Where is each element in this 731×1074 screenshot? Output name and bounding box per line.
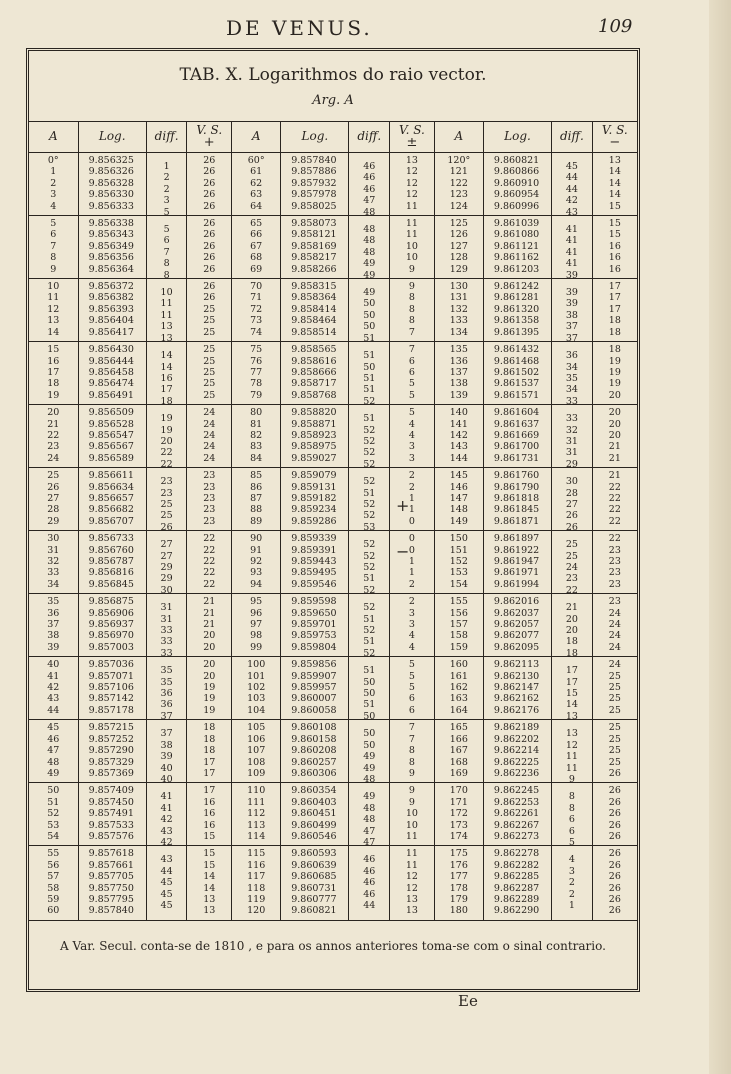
- argument-cell: 20 21 22 23 24: [29, 405, 78, 468]
- log-cell: 9.861432 9.861468 9.861502 9.861537 9.861571: [483, 342, 551, 405]
- log-cell: 9.859856 9.859907 9.859957 9.860007 9.860058: [281, 657, 349, 720]
- diff-cell: [349, 216, 390, 279]
- diff-values: 52 51 52 51 52: [363, 602, 376, 659]
- log-cell: 9.860354 9.860403 9.860451 9.860499 9.860546: [281, 783, 349, 846]
- secular-variation-cell: 26 26 26 26 26 26: [592, 846, 637, 920]
- secular-variation-cell: 5 5 5 6 6: [390, 657, 435, 720]
- secular-variation-cell: 26 26 26 26 26: [592, 783, 637, 846]
- log-cell: 9.856875 9.856906 9.856937 9.856970 9.857003: [78, 594, 146, 657]
- column-header: [390, 122, 435, 153]
- column-header-label: V. S.: [399, 123, 425, 138]
- argument-cell: 90 91 92 93 94: [232, 531, 281, 594]
- argument-cell: 125 126 127 128 129: [434, 216, 483, 279]
- diff-values: 41 41 41 41 39: [565, 224, 578, 281]
- diff-cell: [146, 720, 187, 783]
- diff-cell: [552, 342, 593, 405]
- log-cell: 9.861242 9.861281 9.861320 9.861358 9.861395: [483, 279, 551, 342]
- argument-cell: 165 166 167 168 169: [434, 720, 483, 783]
- secular-variation-cell: 11 11 10 10 9: [390, 216, 435, 279]
- secular-variation-cell: 23 23 23 23 23: [187, 468, 232, 531]
- column-header-label: Log.: [98, 129, 126, 144]
- diff-values: 4 3 2 2 1: [568, 854, 575, 911]
- column-header: [232, 122, 281, 153]
- plus-sign-mark: +: [396, 496, 410, 515]
- table-row-block: [29, 594, 637, 657]
- secular-variation-cell: 13 12 12 12 11: [390, 153, 435, 216]
- secular-variation-cell: 21 21 21 20 20: [187, 594, 232, 657]
- secular-variation-cell: 17 16 16 16 15: [187, 783, 232, 846]
- log-cell: 9.858820 9.858871 9.858923 9.858975 9.859027: [281, 405, 349, 468]
- column-header: [29, 122, 78, 153]
- page-number: 109: [598, 16, 633, 37]
- diff-cell: [349, 342, 390, 405]
- column-header: [592, 122, 637, 153]
- log-cell: 9.856430 9.856444 9.856458 9.856474 9.856491: [78, 342, 146, 405]
- argument-cell: 110 111 112 113 114: [232, 783, 281, 846]
- argument-cell: 160 161 162 163 164: [434, 657, 483, 720]
- diff-values: 25 25 24 23 22: [565, 539, 578, 596]
- diff-cell: [552, 279, 593, 342]
- argument-cell: 120° 121 122 123 124: [434, 153, 483, 216]
- diff-cell: [552, 846, 593, 920]
- table-row-block: [29, 342, 637, 405]
- secular-variation-cell: 18 19 19 19 20: [592, 342, 637, 405]
- diff-cell: [552, 594, 593, 657]
- secular-variation-cell: 5 4 4 3 3: [390, 405, 435, 468]
- log-cell: 9.858073 9.858121 9.858169 9.858217 9.858266: [281, 216, 349, 279]
- log-cell: 9.857409 9.857450 9.857491 9.857533 9.857576: [78, 783, 146, 846]
- table-row-block: [29, 657, 637, 720]
- column-header-sign: ±: [406, 134, 418, 150]
- argument-cell: 130 131 132 133 134: [434, 279, 483, 342]
- secular-variation-cell: 22 23 23 23 23: [592, 531, 637, 594]
- diff-values: 52 52 52 51 52: [363, 539, 376, 596]
- column-header: [187, 122, 232, 153]
- diff-values: 27 27 29 29 30: [160, 539, 173, 596]
- secular-variation-cell: 26 26 25 25 25: [187, 279, 232, 342]
- log-cell: 9.856509 9.856528 9.856547 9.856567 9.856589: [78, 405, 146, 468]
- diff-cell: [146, 783, 187, 846]
- secular-variation-cell: 17 17 17 18 18: [592, 279, 637, 342]
- secular-variation-cell: 7 6 6 5 5: [390, 342, 435, 405]
- log-cell: 9.862016 9.862037 9.862057 9.862077 9.862095: [483, 594, 551, 657]
- log-cell: 9.862189 9.862202 9.862214 9.862225 9.862236: [483, 720, 551, 783]
- secular-variation-cell: 2 3 3 4 4: [390, 594, 435, 657]
- secular-variation-cell: 7 7 8 8 9: [390, 720, 435, 783]
- table-caption: TAB. X. Logarithmos do raio vector.: [179, 65, 487, 85]
- log-cell: 9.857036 9.857071 9.857106 9.857142 9.857178: [78, 657, 146, 720]
- argument-cell: 95 96 97 98 99: [232, 594, 281, 657]
- argument-cell: 50 51 52 53 54: [29, 783, 78, 846]
- diff-values: 50 50 49 49 48: [363, 728, 376, 785]
- diff-values: 8 8 6 6 5: [568, 791, 575, 848]
- diff-values: 36 34 35 34 33: [565, 350, 578, 407]
- column-header-label: V. S.: [601, 123, 628, 138]
- log-cell: 9.858565 9.858616 9.858666 9.858717 9.858768: [281, 342, 349, 405]
- log-cell: 9.859598 9.859650 9.859701 9.859753 9.859804: [281, 594, 349, 657]
- diff-cell: [146, 405, 187, 468]
- diff-values: 1 2 2 3 5: [163, 161, 170, 218]
- diff-cell: [552, 783, 593, 846]
- argument-cell: 55 56 57 58 59 60: [29, 846, 78, 920]
- diff-values: 30 28 27 26 26: [565, 476, 578, 533]
- diff-values: 48 48 48 49 49: [363, 224, 376, 281]
- diff-cell: [146, 657, 187, 720]
- diff-cell: [552, 405, 593, 468]
- footnote: A Var. Secul. conta-se de 1810 , e para os annos anteriores toma-se com o sinal contrario.: [60, 939, 606, 953]
- column-header-label: Log.: [301, 129, 329, 144]
- secular-variation-cell: 22 22 22 22 22: [187, 531, 232, 594]
- secular-variation-cell: 24 24 24 24 24: [187, 405, 232, 468]
- diff-cell: [349, 468, 390, 531]
- log-cell: 9.862113 9.862130 9.862147 9.862162 9.862176: [483, 657, 551, 720]
- argument-cell: 85 86 87 88 89: [232, 468, 281, 531]
- table-frame: [26, 48, 640, 992]
- argument-cell: 15 16 17 18 19: [29, 342, 78, 405]
- log-cell: 9.857840 9.857886 9.857932 9.857978 9.858025: [281, 153, 349, 216]
- diff-values: 21 20 20 18 18: [565, 602, 578, 659]
- diff-values: 51 50 51 51 52: [363, 350, 376, 407]
- secular-variation-cell: 26 26 26 26 26: [187, 153, 232, 216]
- secular-variation-cell: 25 25 25 25 25: [187, 342, 232, 405]
- column-header-label: diff.: [154, 129, 179, 144]
- diff-cell: [552, 657, 593, 720]
- log-cell: 9.856611 9.856634 9.856657 9.856682 9.856707: [78, 468, 146, 531]
- argument-cell: 65 66 67 68 69: [232, 216, 281, 279]
- secular-variation-cell: 26 26 26 26 26: [187, 216, 232, 279]
- table-row-block: [29, 153, 637, 216]
- secular-variation-cell: 15 15 14 14 13 13: [187, 846, 232, 920]
- column-header: [483, 122, 551, 153]
- diff-cell: [552, 720, 593, 783]
- log-cell: 9.860593 9.860639 9.860685 9.860731 9.860777 9.860821: [281, 846, 349, 920]
- log-cell: 9.859079 9.859131 9.859182 9.859234 9.859286: [281, 468, 349, 531]
- argument-cell: 80 81 82 83 84: [232, 405, 281, 468]
- page-edge: [709, 0, 731, 1074]
- argument-cell: 140 141 142 143 144: [434, 405, 483, 468]
- diff-values: 39 39 38 37 37: [565, 287, 578, 344]
- diff-values: 41 41 42 43 42: [160, 791, 173, 848]
- argument-cell: 70 71 72 73 74: [232, 279, 281, 342]
- log-cell: 9.857618 9.857661 9.857705 9.857750 9.857795 9.857840: [78, 846, 146, 920]
- secular-variation-cell: 13 14 14 14 15: [592, 153, 637, 216]
- diff-values: 51 52 52 52 52: [363, 413, 376, 470]
- diff-values: 46 46 46 46 44: [363, 854, 376, 911]
- diff-values: 14 14 16 17 18: [160, 350, 173, 407]
- diff-cell: [146, 846, 187, 920]
- secular-variation-cell: 23 24 24 24 24: [592, 594, 637, 657]
- secular-variation-cell: 20 20 20 21 21: [592, 405, 637, 468]
- table-argument: Arg. A: [312, 93, 354, 108]
- argument-cell: 30 31 32 33 34: [29, 531, 78, 594]
- secular-variation-cell: 21 22 22 22 22: [592, 468, 637, 531]
- diff-cell: [146, 468, 187, 531]
- argument-cell: 100 101 102 103 104: [232, 657, 281, 720]
- diff-values: 19 19 20 22 22: [160, 413, 173, 470]
- column-header-sign: +: [203, 134, 215, 150]
- log-cell: 9.862278 9.862282 9.862285 9.862287 9.862289 9.862290: [483, 846, 551, 920]
- diff-values: 46 46 46 47 48: [363, 161, 376, 218]
- diff-values: 45 44 44 42 43: [565, 161, 578, 218]
- argument-cell: 40 41 42 43 44: [29, 657, 78, 720]
- secular-variation-cell: 18 18 18 17 17: [187, 720, 232, 783]
- log-cell: 9.856372 9.856382 9.856393 9.856404 9.856417: [78, 279, 146, 342]
- diff-cell: [349, 279, 390, 342]
- argument-cell: 5 6 7 8 9: [29, 216, 78, 279]
- log-cell: 9.856325 9.856326 9.856328 9.856330 9.856333: [78, 153, 146, 216]
- column-header: [281, 122, 349, 153]
- argument-cell: 150 151 152 153 154: [434, 531, 483, 594]
- diff-values: 52 51 52 52 53: [363, 476, 376, 533]
- column-header: [349, 122, 390, 153]
- log-cell: 9.856338 9.856343 9.856349 9.856356 9.856364: [78, 216, 146, 279]
- table-row-block: [29, 783, 637, 846]
- argument-cell: 45 46 47 48 49: [29, 720, 78, 783]
- column-header-label: Log.: [504, 129, 531, 144]
- secular-variation-cell: 0 0 1 1 2: [390, 531, 435, 594]
- argument-cell: 60° 61 62 63 64: [232, 153, 281, 216]
- diff-values: 49 50 50 50 51: [363, 287, 376, 344]
- diff-values: 49 48 48 47 47: [363, 791, 376, 848]
- diff-cell: [552, 531, 593, 594]
- argument-cell: 155 156 157 158 159: [434, 594, 483, 657]
- log-cell: 9.862245 9.862253 9.862261 9.862267 9.862273: [483, 783, 551, 846]
- table-row-block: [29, 279, 637, 342]
- secular-variation-cell: 20 20 19 19 19: [187, 657, 232, 720]
- diff-cell: [146, 216, 187, 279]
- diff-values: 5 6 7 8 8: [163, 224, 170, 281]
- diff-cell: [146, 531, 187, 594]
- log-cell: 9.861897 9.861922 9.861947 9.861971 9.861994: [483, 531, 551, 594]
- diff-cell: [349, 846, 390, 920]
- argument-cell: 25 26 27 28 29: [29, 468, 78, 531]
- secular-variation-cell: 2 2 1 1 0: [390, 468, 435, 531]
- minus-sign-mark: −: [396, 542, 410, 561]
- argument-cell: 170 171 172 173 174: [434, 783, 483, 846]
- diff-cell: [349, 153, 390, 216]
- table-body: [29, 153, 637, 921]
- diff-cell: [146, 153, 187, 216]
- log-cell: 9.860821 9.860866 9.860910 9.860954 9.860996: [483, 153, 551, 216]
- log-cell: 9.857215 9.857252 9.857290 9.857329 9.857369: [78, 720, 146, 783]
- diff-values: 35 35 36 36 37: [160, 665, 173, 722]
- secular-variation-cell: 11 11 12 12 13 13: [390, 846, 435, 920]
- log-cell: 9.861039 9.861080 9.861121 9.861162 9.861203: [483, 216, 551, 279]
- diff-values: 43 44 45 45 45: [160, 854, 173, 911]
- argument-cell: 10 11 12 13 14: [29, 279, 78, 342]
- diff-values: 37 38 39 40 40: [160, 728, 173, 785]
- log-cell: 9.861760 9.861790 9.861818 9.861845 9.861871: [483, 468, 551, 531]
- diff-cell: [349, 594, 390, 657]
- log-radius-vector-table: [29, 121, 637, 921]
- argument-cell: 175 176 177 178 179 180: [434, 846, 483, 920]
- column-header-label: A: [454, 129, 464, 144]
- table-row-block: [29, 405, 637, 468]
- argument-cell: 115 116 117 118 119 120: [232, 846, 281, 920]
- argument-cell: 75 76 77 78 79: [232, 342, 281, 405]
- table-row-block: [29, 720, 637, 783]
- diff-cell: [146, 594, 187, 657]
- diff-values: 17 17 15 14 13: [565, 665, 578, 722]
- table-header-row: [29, 122, 637, 153]
- diff-cell: [146, 279, 187, 342]
- diff-cell: [349, 405, 390, 468]
- diff-cell: [552, 216, 593, 279]
- secular-variation-cell: 25 25 25 25 26: [592, 720, 637, 783]
- diff-cell: [349, 720, 390, 783]
- argument-cell: 105 106 107 108 109: [232, 720, 281, 783]
- secular-variation-cell: 24 25 25 25 25: [592, 657, 637, 720]
- table-row-block: [29, 531, 637, 594]
- argument-cell: 35 36 37 38 39: [29, 594, 78, 657]
- diff-values: 23 23 25 25 26: [160, 476, 173, 533]
- diff-values: 51 50 50 51 50: [363, 665, 376, 722]
- diff-cell: [146, 342, 187, 405]
- column-header-label: V. S.: [196, 123, 223, 138]
- column-header-label: diff.: [357, 129, 382, 144]
- table-row-block: [29, 846, 637, 920]
- diff-cell: [349, 783, 390, 846]
- diff-cell: [349, 531, 390, 594]
- diff-cell: [552, 468, 593, 531]
- secular-variation-cell: 9 8 8 8 7: [390, 279, 435, 342]
- column-header: [78, 122, 146, 153]
- log-cell: 9.856733 9.856760 9.856787 9.856816 9.856845: [78, 531, 146, 594]
- log-cell: 9.860108 9.860158 9.860208 9.860257 9.860306: [281, 720, 349, 783]
- log-cell: 9.858315 9.858364 9.858414 9.858464 9.858514: [281, 279, 349, 342]
- argument-cell: 145 146 147 148 149: [434, 468, 483, 531]
- log-cell: 9.861604 9.861637 9.861669 9.861700 9.861731: [483, 405, 551, 468]
- diff-cell: [349, 657, 390, 720]
- argument-cell: 135 136 137 138 139: [434, 342, 483, 405]
- table-row-block: [29, 216, 637, 279]
- diff-values: 31 31 33 33 33: [160, 602, 173, 659]
- column-header: [146, 122, 187, 153]
- column-header-label: diff.: [559, 129, 584, 144]
- secular-variation-cell: 9 9 10 10 11: [390, 783, 435, 846]
- diff-values: 33 32 31 31 29: [565, 413, 578, 470]
- diff-values: 10 11 11 13 13: [160, 287, 173, 344]
- column-header: [552, 122, 593, 153]
- diff-values: 13 12 11 11 9: [565, 728, 578, 785]
- diff-cell: [552, 153, 593, 216]
- column-header-label: A: [251, 129, 261, 144]
- log-cell: 9.859339 9.859391 9.859443 9.859495 9.859546: [281, 531, 349, 594]
- running-head: [0, 16, 731, 42]
- table-row-block: [29, 468, 637, 531]
- column-header: [434, 122, 483, 153]
- column-header-label: A: [48, 129, 58, 144]
- argument-cell: 0° 1 2 3 4: [29, 153, 78, 216]
- signature-mark: Ee: [458, 992, 478, 1010]
- secular-variation-cell: 15 15 16 16 16: [592, 216, 637, 279]
- running-head-title: DE VENUS.: [226, 16, 373, 40]
- column-header-sign: −: [609, 134, 621, 150]
